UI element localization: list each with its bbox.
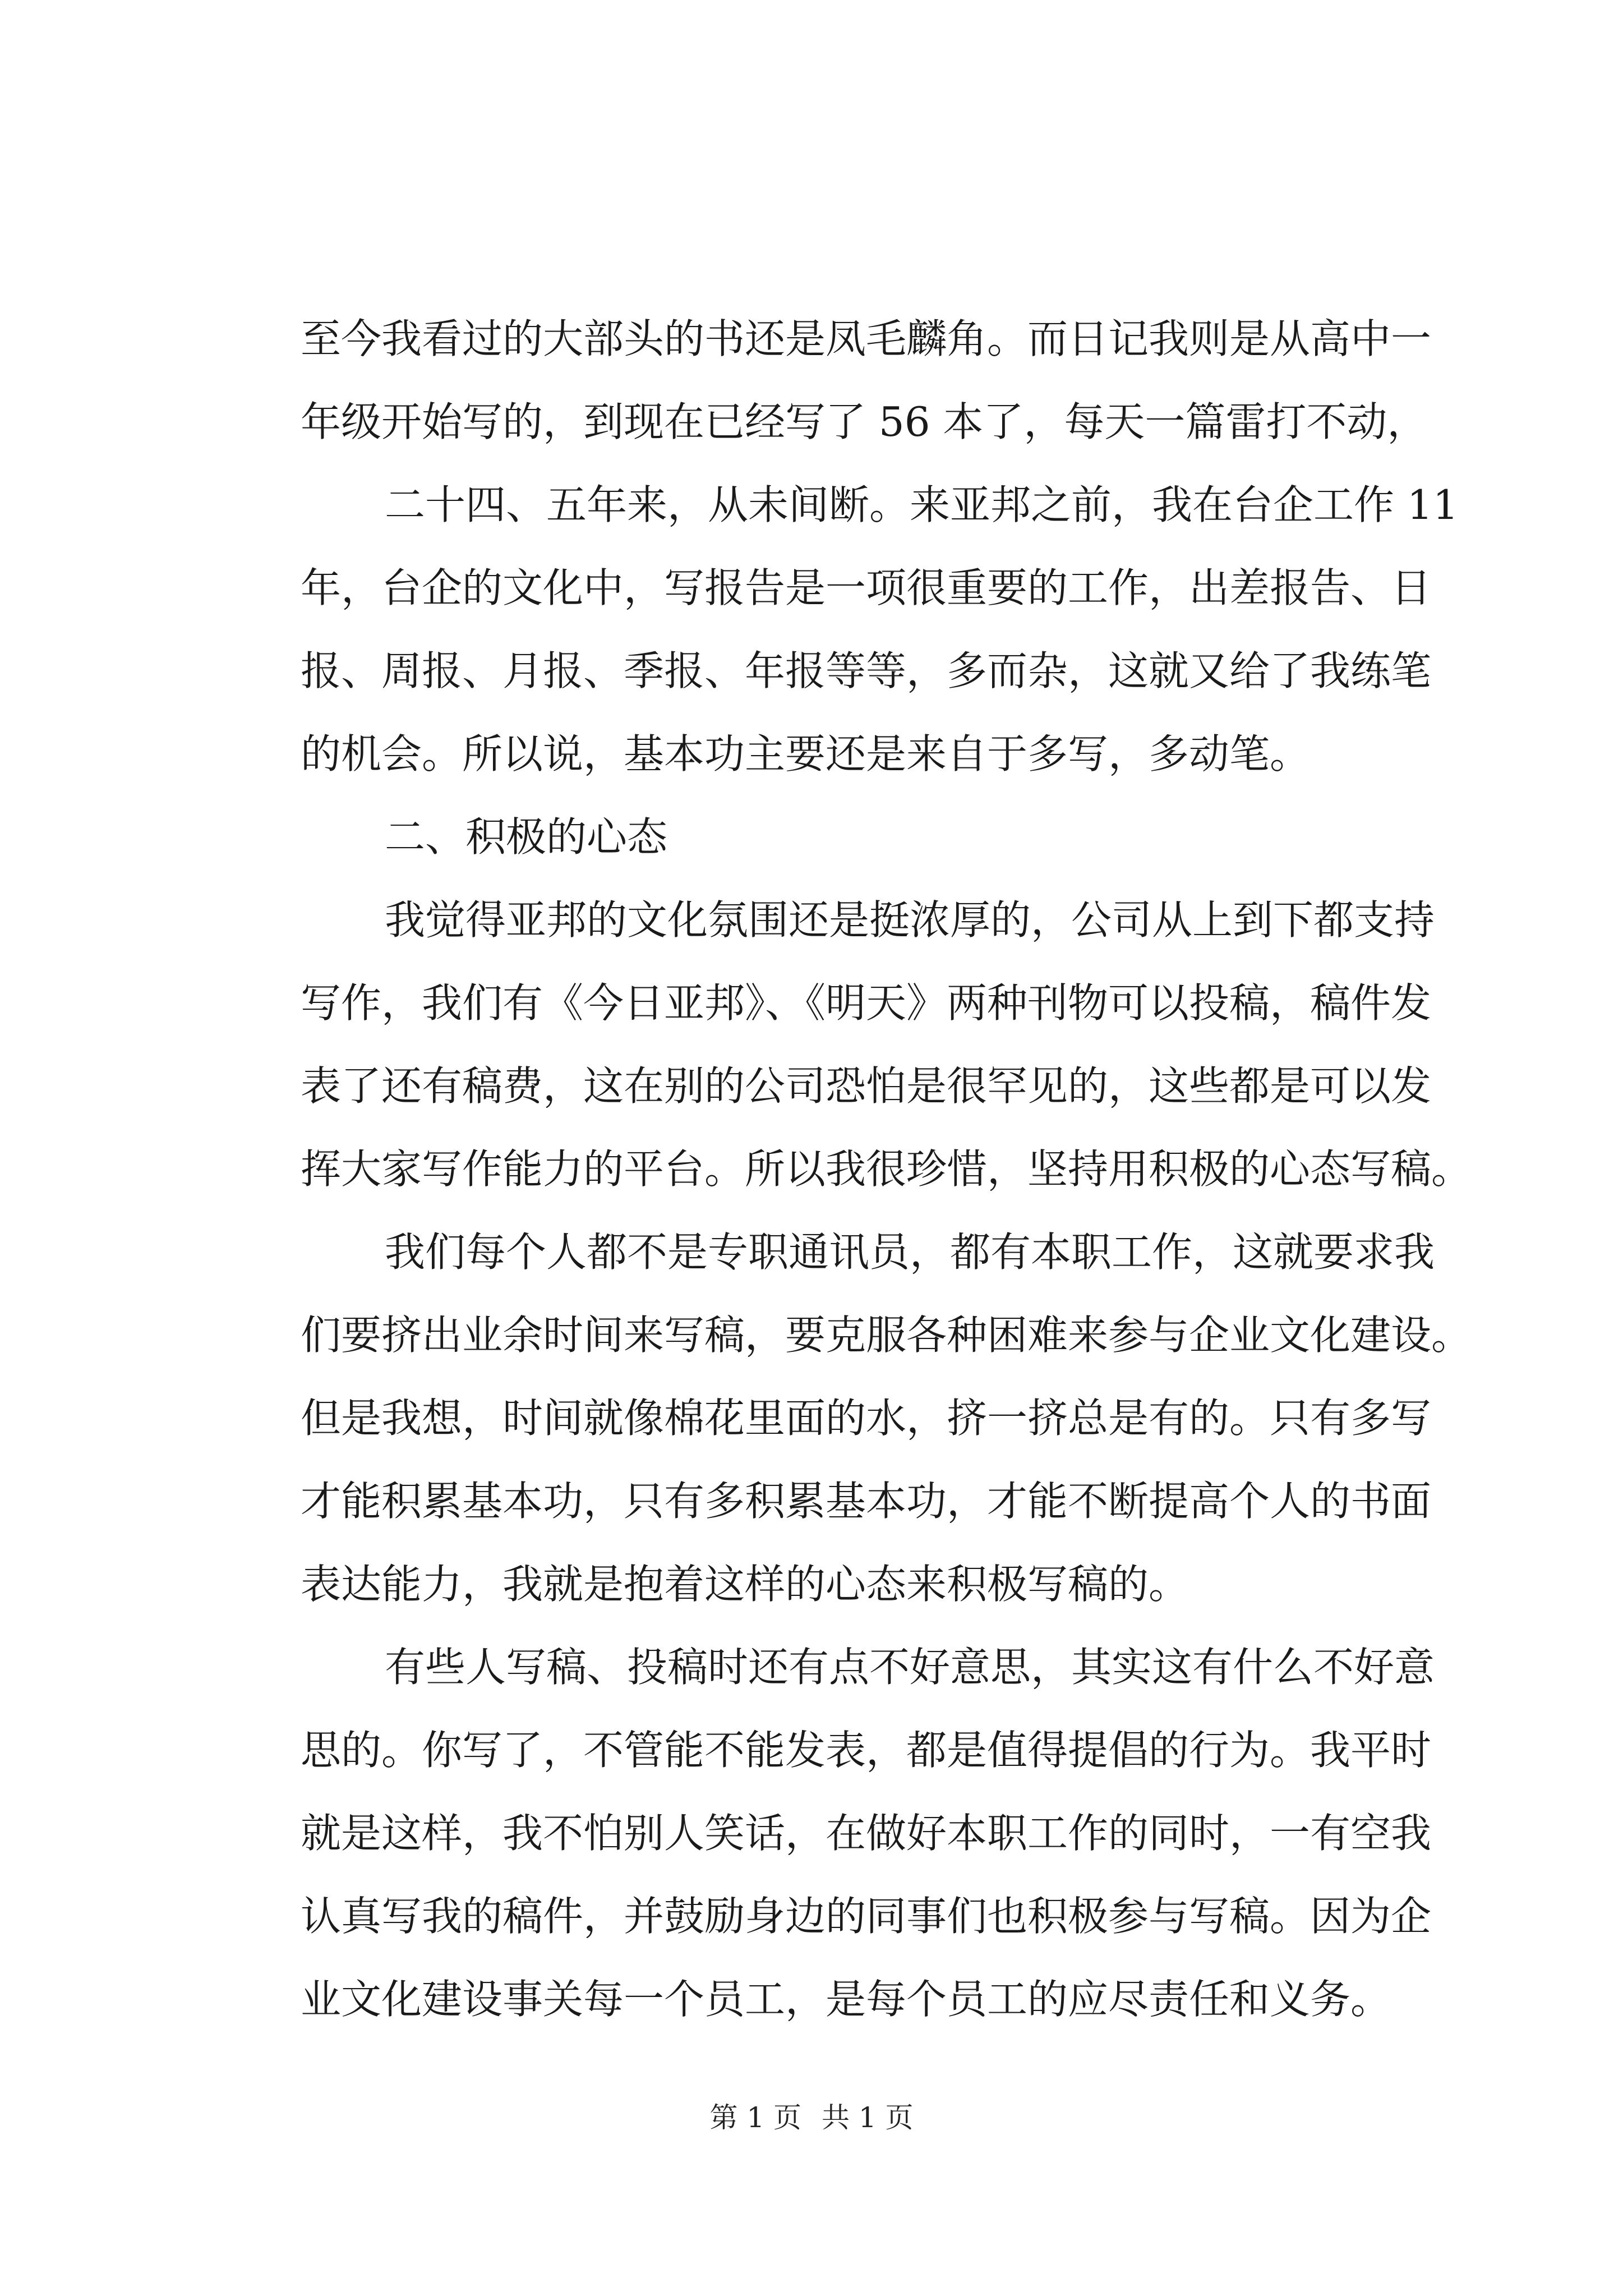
page-number: 第 1 页 <box>709 2101 802 2134</box>
text-line: 的机会。所以说，基本功主要还是来自于多写，多动笔。 <box>301 730 1311 777</box>
text-line: 二十四、五年来，从未间断。来亚邦之前，我在台企工作 11 <box>385 481 1459 528</box>
text-line: 但是我想，时间就像棉花里面的水，挤一挤总是有的。只有多写 <box>301 1395 1432 1442</box>
text-line: 才能积累基本功，只有多积累基本功，才能不断提高个人的书面 <box>301 1478 1432 1525</box>
text-line: 们要挤出业余时间来写稿，要克服各种困难来参与企业文化建设。 <box>301 1312 1472 1359</box>
text-line: 我们每个人都不是专职通讯员，都有本职工作，这就要求我 <box>385 1228 1435 1276</box>
text-line: 写作，我们有《今日亚邦》、《明天》两种刊物可以投稿，稿件发 <box>301 979 1432 1027</box>
section-heading: 二、积极的心态 <box>385 813 668 861</box>
text-line: 我觉得亚邦的文化氛围还是挺浓厚的，公司从上到下都支持 <box>385 896 1435 944</box>
text-line: 年级开始写的，到现在已经写了 56 本了，每天一篇雷打不动， <box>301 398 1428 445</box>
text-line: 业文化建设事关每一个员工，是每个员工的应尽责任和义务。 <box>301 1976 1391 2023</box>
text-line: 表达能力，我就是抱着这样的心态来积极写稿的。 <box>301 1561 1189 1608</box>
text-line: 挥大家写作能力的平台。所以我很珍惜，坚持用积极的心态写稿。 <box>301 1145 1472 1193</box>
text-line: 思的。你写了，不管能不能发表，都是值得提倡的行为。我平时 <box>301 1727 1432 1774</box>
text-line: 有些人写稿、投稿时还有点不好意思，其实这有什么不好意 <box>385 1644 1435 1691</box>
text-line: 报、周报、月报、季报、年报等等，多而杂，这就又给了我练笔 <box>301 647 1432 694</box>
text-line: 至今我看过的大部头的书还是凤毛麟角。而日记我则是从高中一 <box>301 315 1432 362</box>
text-line: 年，台企的文化中，写报告是一项很重要的工作，出差报告、日 <box>301 564 1432 611</box>
page-total: 共 1 页 <box>821 2101 914 2134</box>
text-line: 认真写我的稿件，并鼓励身边的同事们也积极参与写稿。因为企 <box>301 1893 1432 1940</box>
text-line: 表了还有稿费，这在别的公司恐怕是很罕见的，这些都是可以发 <box>301 1062 1432 1110</box>
document-body <box>301 297 1472 2041</box>
page-footer <box>0 2098 1623 2137</box>
text-line: 就是这样，我不怕别人笑话，在做好本职工作的同时，一有空我 <box>301 1810 1432 1857</box>
